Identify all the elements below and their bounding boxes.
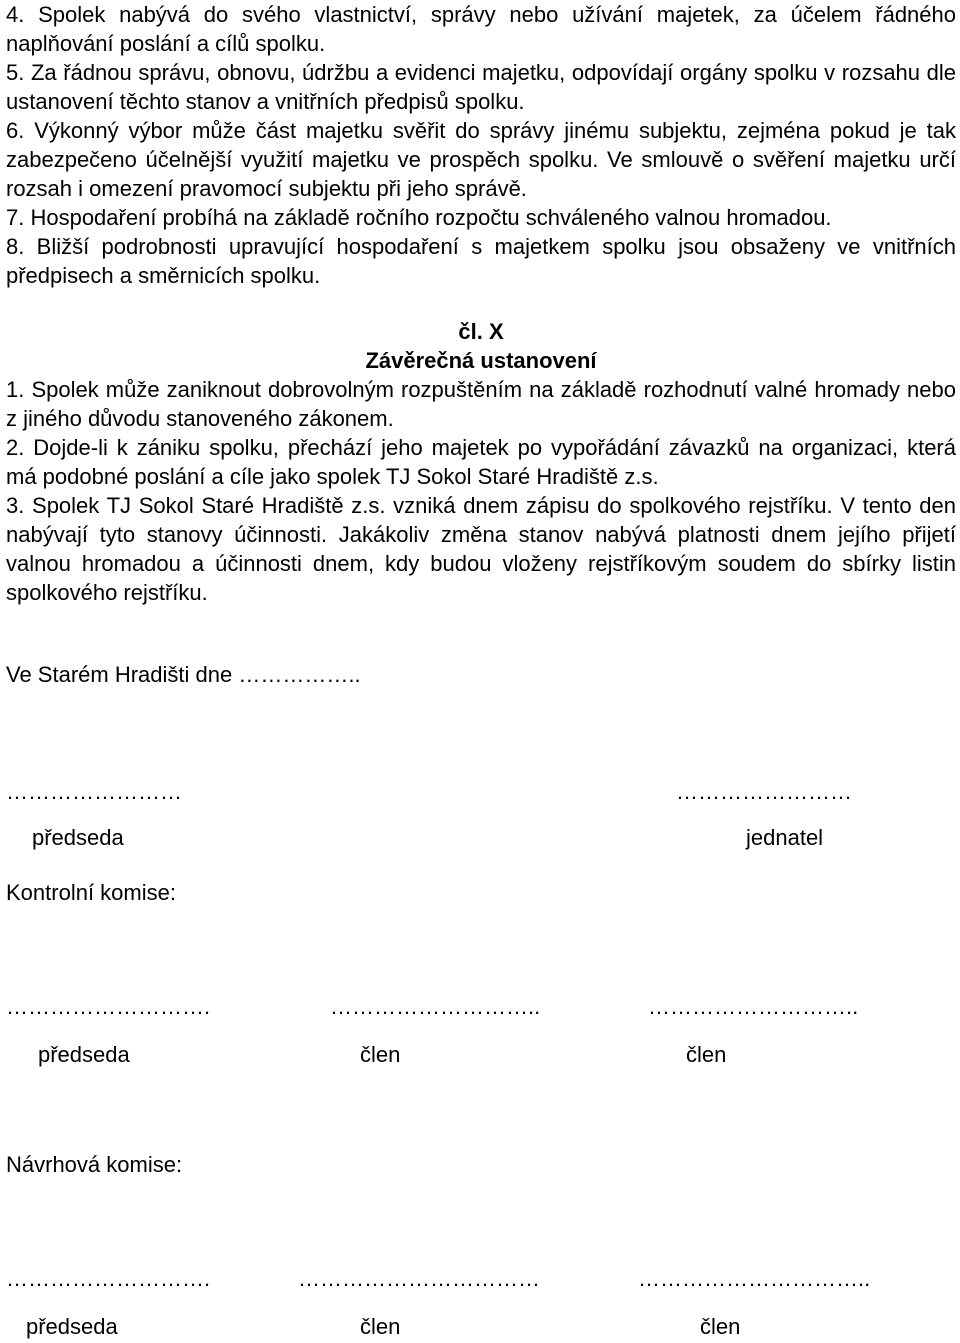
article-number: čl. X — [458, 319, 504, 344]
document-body — [6, 0, 956, 290]
final-paragraph-2: 2. Dojde-li k zániku spolku, přechází jeho majetek po vypořádání závazků na organizaci, která má podobné poslání a cíle jako spolek TJ Sokol Staré Hradiště z.s. — [6, 435, 956, 489]
signature-line-executive: …………………… — [676, 779, 852, 804]
control-committee-title: Kontrolní komise: — [6, 880, 176, 905]
paragraph-4: 4. Spolek nabývá do svého vlastnictví, správy nebo užívání majetek, za účelem řádného naplňování poslání a cílů spolku. — [6, 2, 956, 56]
paragraph-8: 8. Bližší podrobnosti upravující hospodaření s majetkem spolku jsou obsaženy ve vnitřních předpisech a směrnicích spolku. — [6, 234, 956, 288]
proposal-label-member-2: člen — [700, 1314, 741, 1339]
proposal-signature-line-2: …………………………… — [298, 1266, 540, 1291]
proposal-signature-line-3: ………………………….. — [638, 1266, 871, 1291]
paragraph-6: 6. Výkonný výbor může část majetku svěřit do správy jinému subjektu, zejména pokud je tak zabezpečeno účelnější využití majetku ve prospěch spolku. Ve smlouvě o svěření majetku určí rozsah i omezení pravomocí subjektu při jeho správě. — [6, 118, 956, 201]
paragraph-7: 7. Hospodaření probíhá na základě ročního rozpočtu schváleného valnou hromadou. — [6, 205, 832, 230]
proposal-label-member-1: člen — [360, 1314, 401, 1339]
control-signature-line-2: ……………………….. — [330, 994, 541, 1019]
proposal-signature-line-1: ………………………. — [6, 1266, 211, 1291]
signature-label-chairman: předseda — [32, 825, 124, 850]
proposal-label-chairman: předseda — [26, 1314, 118, 1339]
signature-label-executive: jednatel — [746, 825, 824, 850]
control-signature-line-1: ………………………. — [6, 994, 211, 1019]
control-label-member-2: člen — [686, 1042, 727, 1067]
paragraph-5: 5. Za řádnou správu, obnovu, údržbu a evidenci majetku, odpovídají orgány spolku v rozsahu dle ustanovení těchto stanov a vnitřních předpisů spolku. — [6, 60, 956, 114]
control-label-chairman: předseda — [38, 1042, 130, 1067]
final-paragraph-1: 1. Spolek může zaniknout dobrovolným rozpuštěním na základě rozhodnutí valné hromady nebo z jiného důvodu stanoveného zákonem. — [6, 377, 956, 431]
final-provisions-section — [6, 317, 956, 607]
signature-line-chairman: …………………… — [6, 779, 182, 804]
place-date-line: Ve Starém Hradišti dne …………….. — [6, 662, 361, 687]
control-label-member-1: člen — [360, 1042, 401, 1067]
final-paragraph-3: 3. Spolek TJ Sokol Staré Hradiště z.s. vzniká dnem zápisu do spolkového rejstříku. V tento den nabývají tyto stanovy účinnosti. Jakákoliv změna stanov nabývá platnosti dnem jejího přijetí valnou hromadou a účinnosti dnem, kdy budou vloženy rejstříkovým soudem do sbírky listin spolkového rejstříku. — [6, 493, 956, 605]
proposal-committee-title: Návrhová komise: — [6, 1152, 183, 1177]
article-title: Závěrečná ustanovení — [365, 348, 597, 373]
control-signature-line-3: ……………………….. — [648, 994, 859, 1019]
